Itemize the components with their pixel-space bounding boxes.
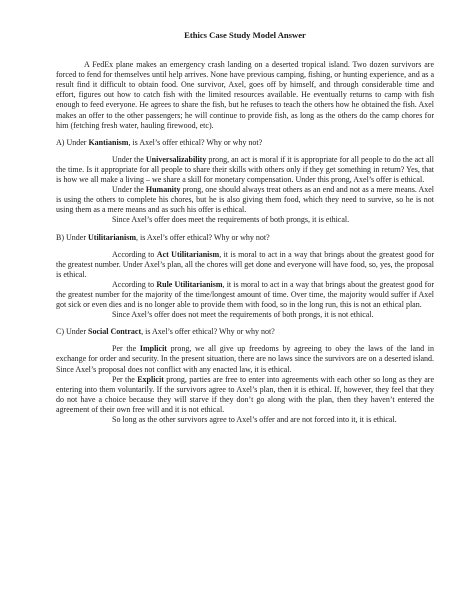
term-rule-utilitarianism: Rule Utilitarianism [156, 279, 223, 289]
question-c [56, 327, 434, 337]
answer-b-act-utilitarianism [56, 250, 434, 280]
text-run: Per the [112, 344, 140, 354]
answer-c-explicit [56, 375, 434, 415]
text-run: , it is moral to act in a way that brings about the greatest good for the greatest number. Under Axel’s plan, all the chores will get done and everyone will have food, so, yes, the proposal is ethical. [56, 249, 434, 279]
answer-a-humanity [56, 185, 434, 215]
question-a-suffix: , is Axel’s offer ethical? Why or why not? [128, 137, 263, 147]
text-run: prong, we all give up freedoms by agreeing to obey the laws of the land in exchange for order and security. In the present situation, there are no laws since the survivors are on a deserted island. Since Axel’s proposal does not conflict with any enacted law, it is ethical. [56, 344, 434, 374]
text-run: Under the [112, 154, 146, 164]
term-humanity: Humanity [145, 185, 181, 195]
text-run: Under the [112, 185, 146, 195]
term-implicit: Implicit [139, 344, 167, 354]
answer-c-conclusion: So long as the other survivors agree to Axel’s offer and are not forced into it, it is ethical. [112, 415, 397, 424]
question-c-term: Social Contract [88, 327, 142, 337]
question-b-term: Utilitarianism [88, 232, 136, 242]
answer-b-conclusion: Since Axel’s offer does not meet the requirements of both prongs, it is not ethical. [112, 310, 374, 320]
answer-a-universalizability [56, 155, 434, 185]
text-run: , it is moral to act in a way that brings about the greatest good for the greatest number for the majority of the time/longest amount of time. Over time, the majority would suffer if Axel got sick or even dies and is no longer able to provide them with food, so in the long run, this is not an ethical plan. [56, 279, 434, 310]
answer-b-rule-utilitarianism [56, 280, 434, 310]
term-act-utilitarianism: Act Utilitarianism [156, 249, 220, 259]
page-title: Ethics Case Study Model Answer [184, 30, 306, 40]
question-b-prefix: B) Under [56, 232, 88, 242]
text-run: According to [112, 249, 157, 259]
answer-c-implicit [56, 344, 434, 374]
question-c-prefix: C) Under [56, 327, 88, 337]
text-run: Per the [112, 374, 138, 384]
question-a-prefix: A) Under [56, 137, 89, 147]
answer-a-conclusion: Since Axel’s offer does meet the requirements of both prongs, it is ethical. [112, 215, 350, 225]
text-run: prong, parties are free to enter into agreements with each other so long as they are entering into them voluntarily. If the survivors agree to Axel’s plan, then it is ethical. If, however, they feel that they do not have a choice because they will starve if they don’t go along with the plan, then they haven’t entered the agreement of their own free will and it is not ethical. [56, 374, 435, 414]
question-a-term: Kantianism [88, 137, 129, 147]
text-run: prong, an act is moral if it is appropriate for all people to do the act all the time. Is it appropriate for all people to share their skills with others only if they get something in return? Yes, that is how we all make a living – we share a skill for monetary compensation. Under this prong, Axel’s offer is ethical. [56, 154, 434, 185]
term-universalizability: Universalizability [145, 154, 207, 164]
term-explicit: Explicit [137, 374, 164, 384]
question-c-suffix: , is Axel’s offer ethical? Why or why not? [141, 327, 275, 337]
question-a [56, 138, 434, 148]
question-b [56, 233, 434, 243]
text-run: prong, one should always treat others as an end and not as a mere means. Axel is using the others to complete his chores, but he is also giving them food, which they need to survive, so he is not using them as a mere means and as such his offer is ethical. [56, 185, 435, 215]
intro-paragraph: A FedEx plane makes an emergency crash landing on a deserted tropical island. Two dozen survivors are forced to fend for themselves until help arrives. None have previous camping, fishing, or hunting experience, and as a result find it difficult to obtain food. One survivor, Axel, goes off by himself, and through considerable time and effort, figures out how to catch fish with the limited resources available. He eventually returns to camp with fish enough to feed everyone. He agrees to share the fish, but he refuses to teach the others how he obtained the fish. Axel makes an offer to the other passengers; he will continue to provide fish, as long as the others do the camp chores for him (fetching fresh water, hauling firewood, etc). [56, 60, 434, 130]
question-b-suffix: , is Axel’s offer ethical? Why or why not? [136, 232, 270, 242]
text-run: According to [112, 279, 157, 289]
